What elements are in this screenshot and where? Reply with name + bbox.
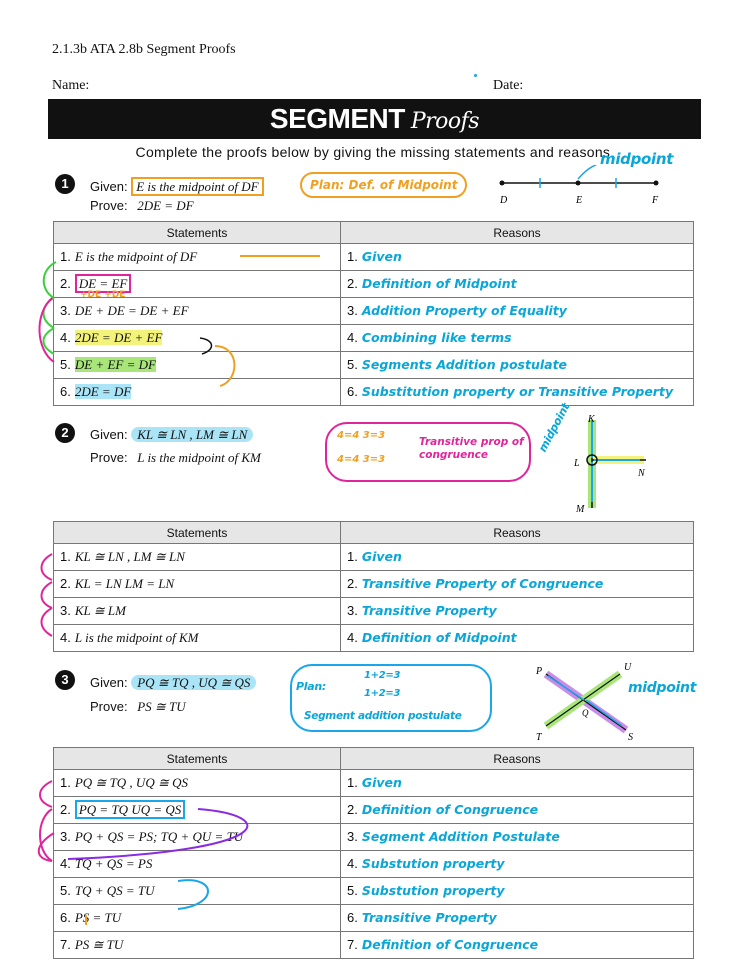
- problem-1-side-note: +DE +DE: [80, 290, 126, 300]
- problem-2-diagram: [560, 412, 660, 517]
- reason: Given: [361, 249, 402, 264]
- reason: Given: [361, 549, 402, 564]
- row-number: 3.: [60, 603, 71, 618]
- diagram-label-q: Q: [582, 708, 589, 718]
- problem-2-prove: [90, 450, 261, 466]
- given-label: Given:: [90, 427, 128, 442]
- reasons-header: Reasons: [341, 748, 694, 770]
- reason-number: 6.: [347, 910, 358, 925]
- reason: Substution property: [361, 856, 505, 871]
- plan-text: Segment addition postulate: [304, 710, 462, 722]
- prove-text: PS ≅ TU: [137, 699, 186, 714]
- note-text: Transitive prop of congruence: [419, 436, 524, 461]
- reason-number: 6.: [347, 384, 358, 399]
- instructions: Complete the proofs below by giving the missing statements and reasons.: [135, 144, 615, 160]
- reason: Combining like terms: [361, 330, 512, 345]
- row-number: 3.: [60, 829, 71, 844]
- statement: PQ + QS = PS; TQ + QU = TU: [74, 829, 244, 844]
- date-label: Date:: [493, 78, 524, 93]
- statement: KL ≅ LM: [74, 603, 126, 618]
- reason-number: 1.: [347, 249, 358, 264]
- given-text: E is the midpoint of DF: [131, 177, 263, 196]
- plan-line-2: 1+2=3: [364, 688, 401, 699]
- reason-number: 4.: [347, 630, 358, 645]
- reasons-header: Reasons: [341, 522, 694, 544]
- statement: DE = EF: [75, 274, 131, 293]
- row-number: 4.: [60, 856, 71, 871]
- statement: TQ + QS = TU: [74, 883, 155, 898]
- problem-2-table: [53, 521, 694, 652]
- problem-3-plan-bubble: [290, 664, 492, 732]
- reason-number: 2.: [347, 802, 358, 817]
- reason: Definition of Congruence: [361, 802, 539, 817]
- reason-number: 2.: [347, 276, 358, 291]
- diagram-label-d: D: [500, 195, 508, 206]
- statement: PQ ≅ TQ , UQ ≅ QS: [74, 775, 188, 790]
- statement: 2DE = DE + EF: [74, 330, 163, 345]
- page-title: [48, 99, 701, 142]
- statements-header: Statements: [54, 522, 341, 544]
- reason-number: 7.: [347, 937, 358, 952]
- reason: Transitive Property of Congruence: [361, 576, 604, 591]
- statement: PQ = TQ UQ = QS: [75, 800, 185, 819]
- diagram-label-p: P: [536, 666, 543, 677]
- statements-header: Statements: [54, 748, 341, 770]
- problem-3-midpoint-note: midpoint: [628, 680, 697, 696]
- problem-3-prove: [90, 699, 186, 715]
- diagram-label-m: M: [576, 504, 585, 515]
- statements-header: Statements: [54, 222, 341, 244]
- statement: DE + EF = DF: [74, 357, 156, 372]
- prove-text: L is the midpoint of KM: [137, 450, 261, 465]
- problem-3-diagram: [530, 660, 640, 745]
- name-label: Name:: [52, 78, 90, 93]
- prove-label: Prove:: [90, 198, 128, 213]
- table-row: [54, 544, 694, 571]
- problem-1-plan-note: Plan: Def. of Midpoint: [300, 172, 467, 198]
- given-label: Given:: [90, 179, 128, 194]
- diagram-label-n: N: [638, 468, 645, 479]
- diagram-label-t: T: [536, 732, 542, 743]
- problem-2-annotations: [30, 548, 70, 648]
- reason-number: 5.: [347, 883, 358, 898]
- table-header: [54, 522, 694, 544]
- row-number: 2.: [60, 576, 71, 591]
- problem-1-badge: 1: [55, 174, 75, 194]
- diagram-label-u: U: [624, 662, 632, 673]
- problem-1-prove: [90, 198, 194, 214]
- problem-2-midpoint-note: midpoint: [536, 401, 573, 455]
- problem-2-note-bubble: [325, 422, 531, 482]
- reason-number: 2.: [347, 576, 358, 591]
- prove-label: Prove:: [90, 450, 128, 465]
- problem-1-given: [90, 179, 264, 195]
- row-number: 5.: [60, 883, 71, 898]
- reason: Transitive Property: [361, 603, 497, 618]
- note-line-2: 4=4 3=3: [337, 454, 386, 465]
- diagram-label-k: K: [588, 414, 595, 425]
- statement: PS ≅ TU: [74, 937, 124, 952]
- reason-number: 5.: [347, 357, 358, 372]
- row-number: 1.: [60, 249, 71, 264]
- reason-number: 1.: [347, 549, 358, 564]
- table-row: [54, 598, 694, 625]
- reason-number: 3.: [347, 829, 358, 844]
- diagram-label-s: S: [628, 732, 633, 743]
- row-number: 1.: [60, 775, 71, 790]
- row-number: 3.: [60, 303, 71, 318]
- row-number: 4.: [60, 330, 71, 345]
- reason: Definition of Midpoint: [361, 630, 517, 645]
- prove-text: 2DE = DF: [137, 198, 194, 213]
- statement: PS = TU: [74, 910, 122, 925]
- statement: 2DE = DF: [74, 384, 132, 399]
- note-line-1: 4=4 3=3: [337, 430, 386, 441]
- row-number: 6.: [60, 384, 71, 399]
- problem-3-annotations: [28, 775, 308, 945]
- plan-label: Plan:: [296, 680, 326, 693]
- ink-dot: [474, 74, 477, 77]
- title-banner: [48, 99, 701, 139]
- row-number: 7.: [60, 937, 71, 952]
- reason-number: 4.: [347, 330, 358, 345]
- plan-line-1: 1+2=3: [364, 670, 401, 681]
- row-number: 4.: [60, 630, 71, 645]
- given-label: Given:: [90, 675, 128, 690]
- table-header: [54, 222, 694, 244]
- row-number: 6.: [60, 910, 71, 925]
- reason: Segment Addition Postulate: [361, 829, 560, 844]
- given-text: PQ ≅ TQ , UQ ≅ QS: [131, 675, 256, 690]
- diagram-label-l: L: [574, 458, 580, 469]
- problem-1-midpoint-note: midpoint: [600, 150, 674, 168]
- given-text: KL ≅ LN , LM ≅ LN: [131, 427, 253, 442]
- reason: Addition Property of Equality: [361, 303, 567, 318]
- statement: KL ≅ LN , LM ≅ LN: [74, 549, 185, 564]
- table-row: [54, 625, 694, 652]
- reason: Substitution property or Transitive Property: [361, 384, 674, 399]
- problem-3-given: [90, 675, 256, 691]
- table-header: [54, 748, 694, 770]
- reason: Segments Addition postulate: [361, 357, 568, 372]
- statement: L is the midpoint of KM: [74, 630, 199, 645]
- prove-label: Prove:: [90, 699, 128, 714]
- reason: Transitive Property: [361, 910, 497, 925]
- table-row: [54, 571, 694, 598]
- reason-number: 3.: [347, 303, 358, 318]
- reason: Definition of Midpoint: [361, 276, 517, 291]
- title-script: Proofs: [410, 109, 480, 134]
- problem-1-annotations: [30, 250, 360, 400]
- reason-number: 3.: [347, 603, 358, 618]
- statement: DE + DE = DE + EF: [74, 303, 189, 318]
- problem-2-badge: 2: [55, 423, 75, 443]
- row-number: 1.: [60, 549, 71, 564]
- course-title: 2.1.3b ATA 2.8b Segment Proofs: [52, 42, 236, 57]
- row-number: 2.: [60, 276, 71, 291]
- statement: E is the midpoint of DF: [74, 249, 198, 264]
- diagram-label-f: F: [652, 195, 659, 206]
- statement: KL = LN LM = LN: [74, 576, 175, 591]
- title-main: SEGMENT: [269, 103, 405, 134]
- problem-2-given: [90, 427, 253, 443]
- reason-number: 1.: [347, 775, 358, 790]
- reason: Substution property: [361, 883, 505, 898]
- problem-1-diagram: [490, 165, 670, 210]
- reason: Given: [361, 775, 402, 790]
- reasons-header: Reasons: [341, 222, 694, 244]
- reason: Definition of Congruence: [361, 937, 539, 952]
- row-number: 2.: [60, 802, 71, 817]
- diagram-label-e: E: [576, 195, 583, 206]
- reason-number: 4.: [347, 856, 358, 871]
- problem-3-badge: 3: [55, 670, 75, 690]
- statement: TQ + QS = PS: [74, 856, 153, 871]
- row-number: 5.: [60, 357, 71, 372]
